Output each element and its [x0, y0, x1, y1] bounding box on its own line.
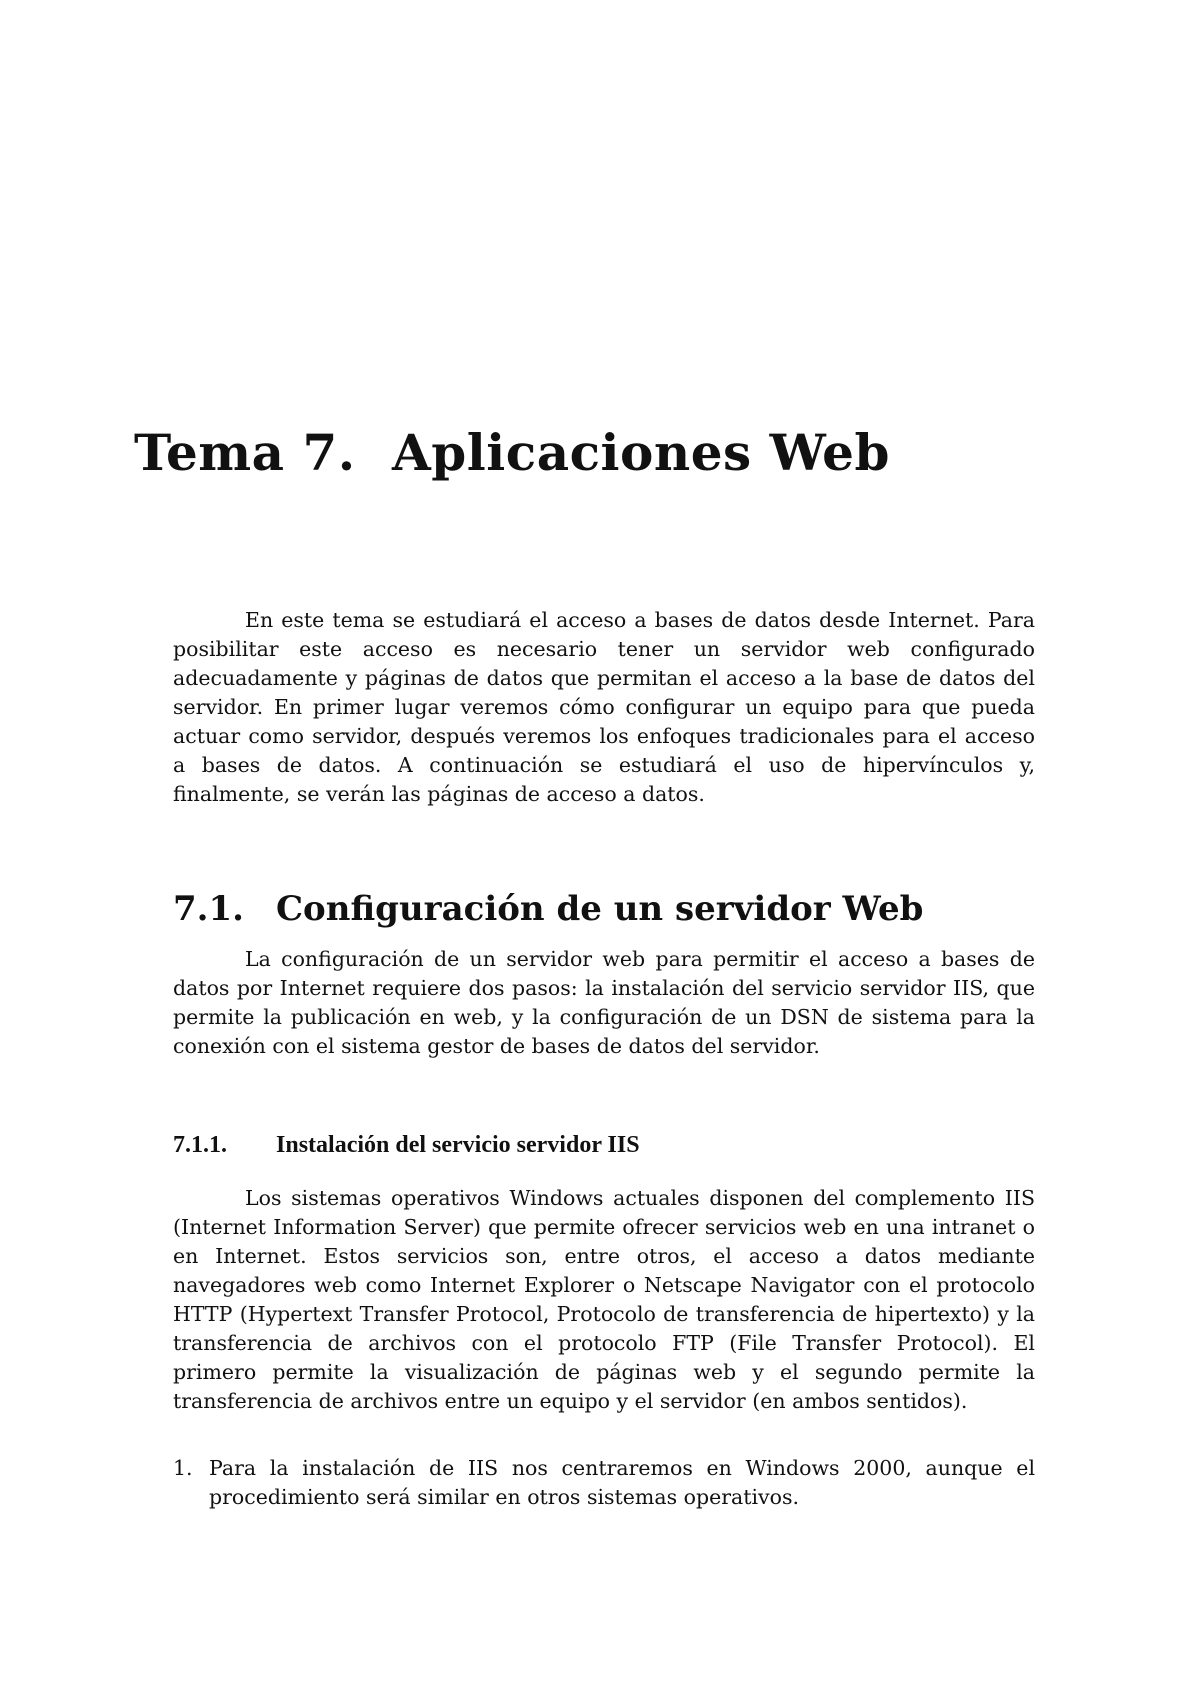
- chapter-number: Tema 7.: [134, 423, 356, 482]
- section-number-7-1-1: 7.1.1.: [173, 1132, 227, 1158]
- list-item-text: Para la instalación de IIS nos centraremos en Windows 2000, aunque el procedimiento será similar en otros sistemas operativos.: [209, 1456, 1035, 1509]
- list-marker: 1.: [173, 1456, 193, 1480]
- numbered-list: [173, 1454, 1035, 1512]
- intro-paragraph: En este tema se estudiará el acceso a bases de datos desde Internet. Para posibilitar este acceso es necesario tener un servidor web configurado adecuadamente y páginas de datos que permitan el acceso a la base de datos del servidor. En primer lugar veremos cómo configurar un equipo para que pueda actuar como servidor, después veremos los enfoques tradicionales para el acceso a bases de datos. A continuación se estudiará el uso de hipervínculos y, finalmente, se verán las páginas de acceso a datos.: [173, 608, 1035, 806]
- section-number-7-1: 7.1.: [173, 889, 244, 929]
- section-heading-7-1: [173, 889, 924, 929]
- section-7-1-paragraph: La configuración de un servidor web para permitir el acceso a bases de datos por Internet requiere dos pasos: la instalación del servicio servidor IIS, que permite la publicación en web, y la configuración de un DSN de sistema para la conexión con el sistema gestor de bases de datos del servidor.: [173, 947, 1035, 1058]
- section-title-7-1-1: Instalación del servicio servidor IIS: [276, 1132, 640, 1158]
- section-title-7-1: Configuración de un servidor Web: [276, 889, 924, 929]
- chapter-title: [134, 423, 890, 482]
- section-heading-7-1-1: [173, 1133, 640, 1157]
- list-item: [173, 1454, 1035, 1512]
- chapter-title-text: Aplicaciones Web: [392, 423, 890, 482]
- section-7-1-1-paragraph: Los sistemas operativos Windows actuales disponen del complemento IIS (Internet Information Server) que permite ofrecer servicios web en una intranet o en Internet. Estos servicios son, entre otros, el acceso a datos mediante navegadores web como Internet Explorer o Netscape Navigator con el protocolo HTTP (Hypertext Transfer Protocol, Protocolo de transferencia de hipertexto) y la transferencia de archivos con el protocolo FTP (File Transfer Protocol). El primero permite la visualización de páginas web y el segundo permite la transferencia de archivos entre un equipo y el servidor (en ambos sentidos).: [173, 1186, 1035, 1413]
